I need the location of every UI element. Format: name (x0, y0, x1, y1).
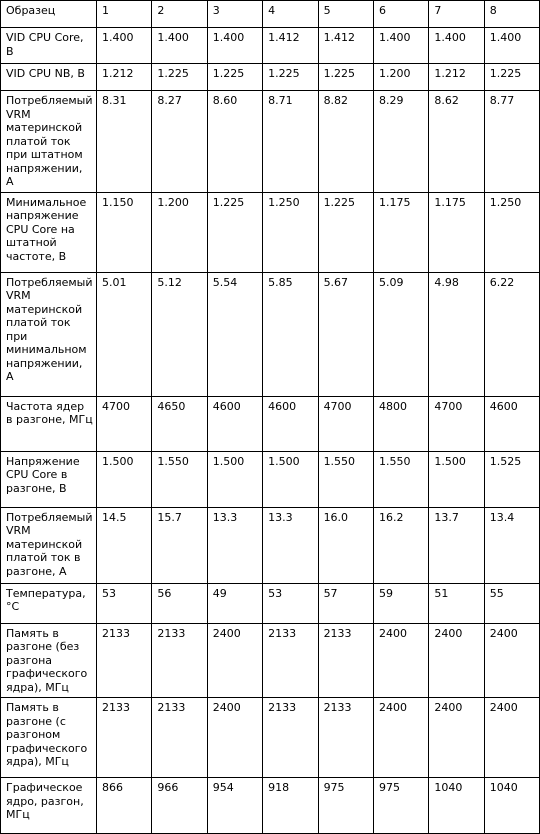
table-row (1, 396, 540, 451)
table-row (1, 778, 540, 834)
value-cell: 2133 (263, 623, 318, 698)
value-cell: 2133 (318, 623, 373, 698)
value-cell: 13.4 (484, 507, 539, 583)
row-label-cell: Напряжение CPU Core в разгоне, В (1, 451, 97, 507)
value-cell: 2400 (429, 698, 484, 778)
value-cell: 1.175 (429, 192, 484, 272)
value-cell: 8.60 (207, 91, 262, 193)
row-label-cell: Графическое ядро, разгон, МГц (1, 778, 97, 834)
value-cell: 1.412 (318, 28, 373, 64)
value-cell: 1.250 (263, 192, 318, 272)
value-cell: 1.175 (373, 192, 428, 272)
value-cell: 4600 (484, 396, 539, 451)
value-cell: 1.250 (484, 192, 539, 272)
table-row (1, 583, 540, 623)
table-row (1, 507, 540, 583)
value-cell: 1.225 (152, 64, 207, 91)
header-sample-cell: 4 (263, 1, 318, 28)
value-cell: 8.31 (97, 91, 152, 193)
value-cell: 8.62 (429, 91, 484, 193)
value-cell: 2400 (207, 698, 262, 778)
value-cell: 5.67 (318, 272, 373, 396)
value-cell: 59 (373, 583, 428, 623)
value-cell: 1.525 (484, 451, 539, 507)
value-cell: 4700 (429, 396, 484, 451)
table-row (1, 28, 540, 64)
value-cell: 14.5 (97, 507, 152, 583)
value-cell: 2133 (152, 623, 207, 698)
value-cell: 4800 (373, 396, 428, 451)
table-header-row (1, 1, 540, 28)
value-cell: 49 (207, 583, 262, 623)
value-cell: 8.77 (484, 91, 539, 193)
value-cell: 2400 (484, 623, 539, 698)
value-cell: 1.225 (318, 64, 373, 91)
value-cell: 975 (373, 778, 428, 834)
row-label-cell: Потребляемый VRM материнской платой ток при минимальном напряжении, А (1, 272, 97, 396)
value-cell: 2400 (373, 698, 428, 778)
row-label-cell: Память в разгоне (без разгона графического ядра), МГц (1, 623, 97, 698)
value-cell: 2400 (429, 623, 484, 698)
value-cell: 2133 (152, 698, 207, 778)
value-cell: 1.400 (373, 28, 428, 64)
value-cell: 4700 (318, 396, 373, 451)
value-cell: 866 (97, 778, 152, 834)
value-cell: 1.550 (373, 451, 428, 507)
value-cell: 13.7 (429, 507, 484, 583)
table-row (1, 623, 540, 698)
value-cell: 918 (263, 778, 318, 834)
value-cell: 1.400 (97, 28, 152, 64)
value-cell: 4600 (263, 396, 318, 451)
value-cell: 2133 (263, 698, 318, 778)
row-label-cell: Потребляемый VRM материнской платой ток в разгоне, А (1, 507, 97, 583)
value-cell: 1.225 (207, 192, 262, 272)
value-cell: 1040 (429, 778, 484, 834)
value-cell: 6.22 (484, 272, 539, 396)
value-cell: 975 (318, 778, 373, 834)
value-cell: 1.400 (207, 28, 262, 64)
value-cell: 2133 (97, 698, 152, 778)
value-cell: 1.225 (318, 192, 373, 272)
value-cell: 8.71 (263, 91, 318, 193)
value-cell: 5.01 (97, 272, 152, 396)
value-cell: 4.98 (429, 272, 484, 396)
header-sample-cell: 1 (97, 1, 152, 28)
value-cell: 4600 (207, 396, 262, 451)
value-cell: 55 (484, 583, 539, 623)
header-sample-cell: 5 (318, 1, 373, 28)
value-cell: 2133 (97, 623, 152, 698)
header-sample-cell: 3 (207, 1, 262, 28)
value-cell: 1.225 (207, 64, 262, 91)
table-row (1, 91, 540, 193)
row-label-cell: Температура, °C (1, 583, 97, 623)
value-cell: 1.550 (152, 451, 207, 507)
row-label-cell: VID CPU Core, В (1, 28, 97, 64)
value-cell: 1.500 (263, 451, 318, 507)
table-row (1, 272, 540, 396)
row-label-cell: Минимальное напряжение CPU Core на штатной частоте, В (1, 192, 97, 272)
value-cell: 2133 (318, 698, 373, 778)
value-cell: 1.150 (97, 192, 152, 272)
table-row (1, 451, 540, 507)
row-label-cell: Потребляемый VRM материнской платой ток при штатном напряжении, А (1, 91, 97, 193)
table-row (1, 698, 540, 778)
value-cell: 1.400 (484, 28, 539, 64)
value-cell: 1040 (484, 778, 539, 834)
value-cell: 57 (318, 583, 373, 623)
value-cell: 1.200 (373, 64, 428, 91)
value-cell: 1.400 (429, 28, 484, 64)
value-cell: 13.3 (263, 507, 318, 583)
value-cell: 15.7 (152, 507, 207, 583)
value-cell: 4700 (97, 396, 152, 451)
value-cell: 53 (97, 583, 152, 623)
value-cell: 16.0 (318, 507, 373, 583)
value-cell: 1.550 (318, 451, 373, 507)
row-label-cell: VID CPU NB, В (1, 64, 97, 91)
value-cell: 8.29 (373, 91, 428, 193)
value-cell: 1.500 (207, 451, 262, 507)
value-cell: 2400 (373, 623, 428, 698)
value-cell: 2400 (484, 698, 539, 778)
header-sample-cell: 8 (484, 1, 539, 28)
table-row (1, 64, 540, 91)
value-cell: 53 (263, 583, 318, 623)
value-cell: 1.500 (429, 451, 484, 507)
table-row (1, 192, 540, 272)
value-cell: 51 (429, 583, 484, 623)
value-cell: 56 (152, 583, 207, 623)
value-cell: 4650 (152, 396, 207, 451)
header-sample-cell: 7 (429, 1, 484, 28)
value-cell: 1.212 (97, 64, 152, 91)
value-cell: 1.500 (97, 451, 152, 507)
value-cell: 1.400 (152, 28, 207, 64)
value-cell: 1.225 (263, 64, 318, 91)
value-cell: 954 (207, 778, 262, 834)
value-cell: 1.212 (429, 64, 484, 91)
value-cell: 5.54 (207, 272, 262, 396)
header-label-cell: Образец (1, 1, 97, 28)
value-cell: 8.82 (318, 91, 373, 193)
table-body (1, 1, 540, 834)
value-cell: 1.200 (152, 192, 207, 272)
value-cell: 5.85 (263, 272, 318, 396)
row-label-cell: Частота ядер в разгоне, МГц (1, 396, 97, 451)
value-cell: 8.27 (152, 91, 207, 193)
value-cell: 5.09 (373, 272, 428, 396)
value-cell: 1.225 (484, 64, 539, 91)
value-cell: 5.12 (152, 272, 207, 396)
row-label-cell: Память в разгоне (с разгоном графического ядра), МГц (1, 698, 97, 778)
value-cell: 1.412 (263, 28, 318, 64)
header-sample-cell: 2 (152, 1, 207, 28)
value-cell: 16.2 (373, 507, 428, 583)
header-sample-cell: 6 (373, 1, 428, 28)
value-cell: 966 (152, 778, 207, 834)
value-cell: 2400 (207, 623, 262, 698)
value-cell: 13.3 (207, 507, 262, 583)
